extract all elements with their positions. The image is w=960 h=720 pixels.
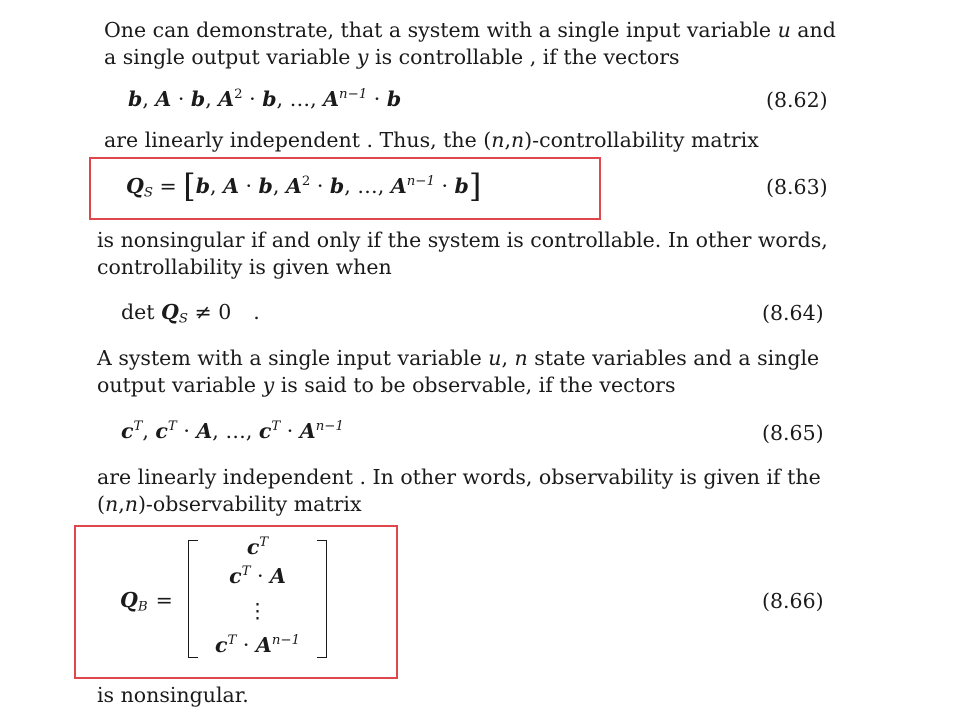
matrix-a: A [390, 174, 407, 198]
matrix-a: A [223, 174, 239, 198]
variable-u: u [488, 346, 502, 370]
dot: · [176, 419, 197, 443]
text: ( [97, 492, 105, 516]
transpose: T [227, 633, 237, 649]
dot: · [250, 564, 271, 588]
paragraph-controllability-intro-line2 [104, 44, 680, 71]
vector-c: c [246, 535, 260, 559]
vector-b: b [454, 174, 469, 198]
vector-b: b [195, 174, 211, 198]
transpose: T [271, 419, 281, 435]
matrix-a: A [299, 419, 316, 443]
comma: , [310, 87, 324, 111]
dot: · [434, 174, 455, 198]
dot: · [367, 87, 387, 111]
variable-n: n [491, 128, 505, 152]
dot: · [238, 174, 259, 198]
comma: , [212, 419, 226, 443]
transpose: T [259, 535, 269, 551]
det-operator: det [121, 300, 162, 324]
comma: , [210, 174, 224, 198]
right-bracket: ] [468, 167, 482, 205]
text: A system with a single input variable [97, 346, 489, 370]
dot: · [310, 174, 330, 198]
transpose: T [133, 419, 143, 435]
equation-8-65 [121, 417, 344, 445]
paragraph-observability-matrix-line2 [97, 491, 362, 518]
exponent: 2 [234, 87, 243, 103]
paragraph-nonsingular-line2: controllability is given when [97, 255, 392, 279]
comma: , [377, 174, 391, 198]
text: )-observability matrix [137, 492, 362, 516]
not-equal-zero: ≠ 0 [188, 300, 232, 324]
matrix-q: Q [161, 300, 179, 324]
variable-y: y [356, 45, 369, 69]
variable-n: n [510, 128, 525, 152]
vector-b: b [329, 174, 345, 198]
matrix-a: A [196, 419, 213, 443]
dot: · [280, 419, 300, 443]
matrix-a: A [218, 87, 235, 111]
matrix-vdots: ⋮ [247, 599, 268, 623]
matrix-row-last [200, 632, 315, 658]
exponent: n−1 [271, 633, 301, 649]
text: and [790, 18, 836, 42]
comma: , [142, 87, 156, 111]
subscript-s: S [178, 311, 188, 327]
equation-8-66-lhs [120, 586, 173, 614]
dot: · [171, 87, 191, 111]
text: One can demonstrate, that a system with a single input variable [104, 18, 778, 42]
matrix-a: A [323, 87, 340, 111]
subscript-b: B [137, 599, 148, 615]
vector-c: c [155, 419, 168, 443]
paragraph-observability-intro-line1 [97, 345, 819, 372]
comma: , [272, 174, 286, 198]
transpose: T [241, 564, 251, 580]
dot: · [242, 87, 263, 111]
comma: , [344, 174, 358, 198]
matrix-a: A [285, 174, 302, 198]
vector-c: c [121, 419, 134, 443]
equals: = [152, 174, 184, 198]
paragraph-observability-matrix-line1: are linearly independent . In other words, observability is given if the [97, 465, 821, 489]
matrix-row-1 [200, 534, 315, 560]
exponent: n−1 [315, 419, 344, 435]
comma: , [205, 87, 219, 111]
text: state variables and a single [527, 346, 820, 370]
vector-c: c [229, 564, 242, 588]
comma: , [245, 419, 259, 443]
matrix-q: Q [120, 588, 138, 612]
text: output variable [97, 373, 263, 397]
matrix-q: Q [126, 174, 144, 198]
comma: , [501, 346, 515, 370]
text: is said to be observable, if the vectors [274, 373, 676, 397]
matrix-a: A [270, 564, 286, 588]
variable-y: y [262, 373, 275, 397]
matrix-a: A [155, 87, 172, 111]
exponent: n−1 [406, 174, 435, 190]
equation-number-8-66: (8.66) [762, 589, 824, 613]
equation-number-8-65: (8.65) [762, 421, 824, 445]
text: is controllable , if the vectors [368, 45, 680, 69]
variable-n: n [514, 346, 528, 370]
right-matrix-bracket [317, 540, 327, 658]
comma: , [142, 419, 156, 443]
exponent: 2 [301, 174, 311, 190]
equals: = [155, 588, 173, 612]
paragraph-observability-intro-line2 [97, 372, 676, 399]
equation-number-8-64: (8.64) [762, 301, 824, 325]
paragraph-controllability-matrix-intro [104, 127, 759, 154]
vector-b: b [128, 87, 143, 111]
vector-c: c [214, 633, 228, 657]
equation-8-62 [128, 85, 401, 113]
ellipsis: … [225, 419, 246, 443]
ellipsis: … [357, 174, 378, 198]
vector-b: b [262, 87, 277, 111]
text: )-controllability matrix [524, 128, 759, 152]
period: . [253, 300, 260, 324]
transpose: T [167, 419, 177, 435]
variable-n: n [124, 492, 138, 516]
comma: , [504, 128, 511, 152]
text: a single output variable [104, 45, 357, 69]
vector-b: b [386, 87, 402, 111]
left-bracket: [ [183, 167, 196, 205]
comma: , [118, 492, 125, 516]
matrix-a: A [255, 633, 272, 657]
equation-8-64 [121, 298, 260, 326]
variable-u: u [777, 18, 791, 42]
left-matrix-bracket [188, 540, 198, 658]
equation-number-8-63: (8.63) [766, 175, 828, 199]
paragraph-controllability-intro-line1 [104, 17, 836, 44]
vector-c: c [258, 419, 272, 443]
dot: · [236, 633, 256, 657]
paragraph-nonsingular-line1: is nonsingular if and only if the system is controllable. In other words, [97, 228, 828, 252]
ellipsis: … [289, 87, 311, 111]
subscript-s: S [143, 185, 153, 201]
variable-n: n [105, 492, 119, 516]
vector-b: b [258, 174, 273, 198]
matrix-row-2 [200, 563, 315, 589]
equation-number-8-62: (8.62) [766, 88, 828, 112]
text: are linearly independent . Thus, the ( [104, 128, 492, 152]
exponent: n−1 [339, 87, 368, 103]
equation-8-63 [126, 167, 482, 205]
comma: , [276, 87, 290, 111]
paragraph-final: is nonsingular. [97, 683, 249, 707]
vector-b: b [190, 87, 206, 111]
